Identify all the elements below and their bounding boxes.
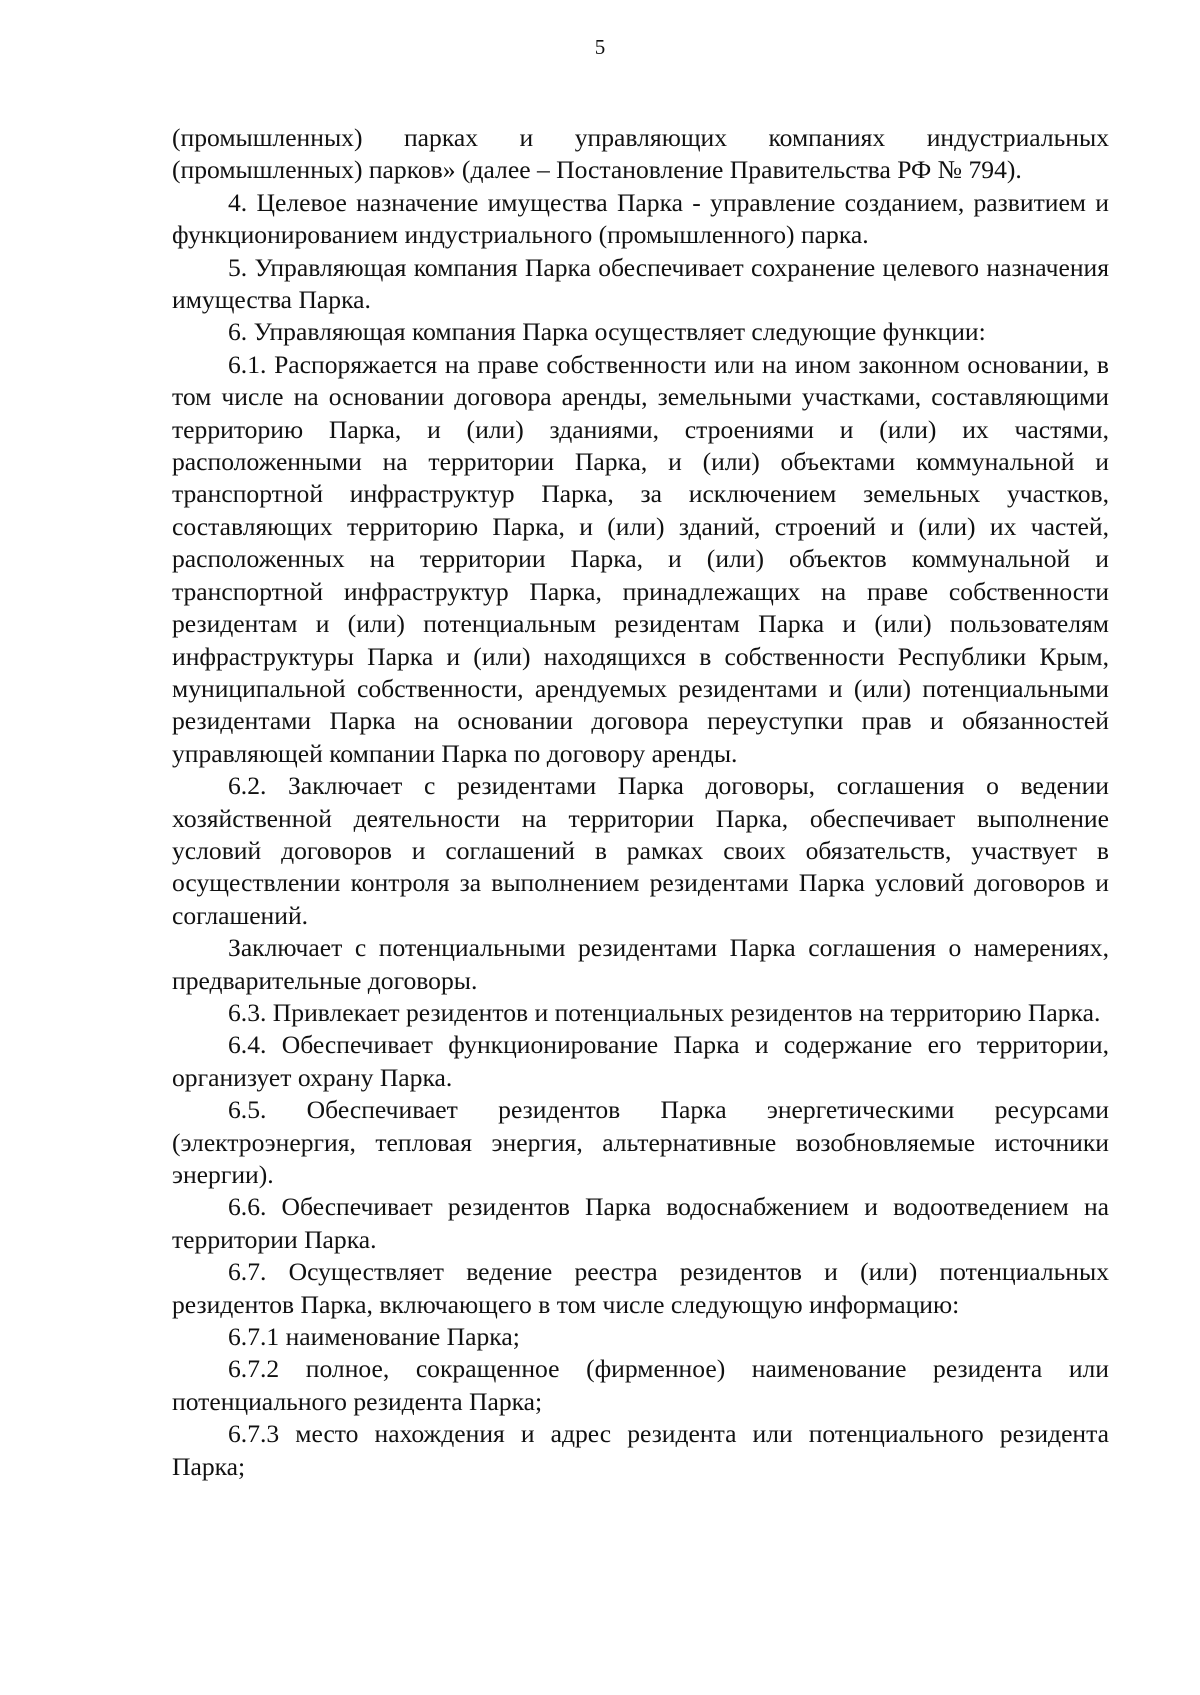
page-number: 5 xyxy=(594,35,606,59)
paragraph-6-5: 6.5. Обеспечивает резидентов Парка энергетическими ресурсами (электроэнергия, тепловая энергия, альтернативные возобновляемые источники энергии). xyxy=(172,1095,1109,1189)
paragraph-6: 6. Управляющая компания Парка осуществляет следующие функции: xyxy=(228,317,986,347)
paragraph-continuation: (промышленных) парках и управляющих компаниях индустриальных (промышленных) парков» (далее – Постановление Правительства РФ № 794). xyxy=(172,123,1109,185)
paragraph-6-3: 6.3. Привлекает резидентов и потенциальных резидентов на территорию Парка. xyxy=(228,997,1101,1027)
paragraph-6-2: 6.2. Заключает с резидентами Парка договоры, соглашения о ведении хозяйственной деятельности на территории Парка, обеспечивает выполнение условий договоров и соглашений в рамках своих обязательств, участвует в осуществлении контроля за выполнением резидентами Парка условий договоров и соглашений. xyxy=(172,771,1109,930)
paragraph-6-1: 6.1. Распоряжается на праве собственности или на ином законном основании, в том числе на основании договора аренды, земельными участками, составляющими территорию Парка, и (или) зданиями, строениями и (или) их частями, расположенными на территории Парка, и (или) объектами коммунальной и транспортной инфраструктур Парка, за исключением земельных участков, составляющих территорию Парка, и (или) зданий, строений и (или) их частей, расположенных на территории Парка, и (или) объектов коммунальной и транспортной инфраструктур Парка, принадлежащих на праве собственности резидентам и (или) потенциальным резидентам Парка и (или) пользователям инфраструктуры Парка и (или) находящихся в собственности Республики Крым, муниципальной собственности, арендуемых резидентами и (или) потенциальными резидентами Парка на основании договора переуступки прав и обязанностей управляющей компании Парка по договору аренды. xyxy=(172,349,1109,768)
paragraph-6-2-continuation: Заключает с потенциальными резидентами Парка соглашения о намерениях, предварительные договоры. xyxy=(172,933,1109,995)
paragraph-6-7-1: 6.7.1 наименование Парка; xyxy=(228,1322,520,1352)
paragraph-6-7-3: 6.7.3 место нахождения и адрес резидента или потенциального резидента Парка; xyxy=(172,1419,1109,1481)
document-body xyxy=(172,122,1109,1483)
paragraph-6-7: 6.7. Осуществляет ведение реестра резидентов и (или) потенциальных резидентов Парка, включающего в том числе следующую информацию: xyxy=(172,1257,1109,1319)
paragraph-6-7-2: 6.7.2 полное, сокращенное (фирменное) наименование резидента или потенциального резидента Парка; xyxy=(172,1354,1109,1416)
paragraph-5: 5. Управляющая компания Парка обеспечивает сохранение целевого назначения имущества Парка. xyxy=(172,252,1109,315)
paragraph-6-6: 6.6. Обеспечивает резидентов Парка водоснабжением и водоотведением на территории Парка. xyxy=(172,1192,1109,1254)
paragraph-4: 4. Целевое назначение имущества Парка - управление созданием, развитием и функционированием индустриального (промышленного) парка. xyxy=(172,187,1109,250)
paragraph-6-4: 6.4. Обеспечивает функционирование Парка и содержание его территории, организует охрану Парка. xyxy=(172,1030,1109,1092)
